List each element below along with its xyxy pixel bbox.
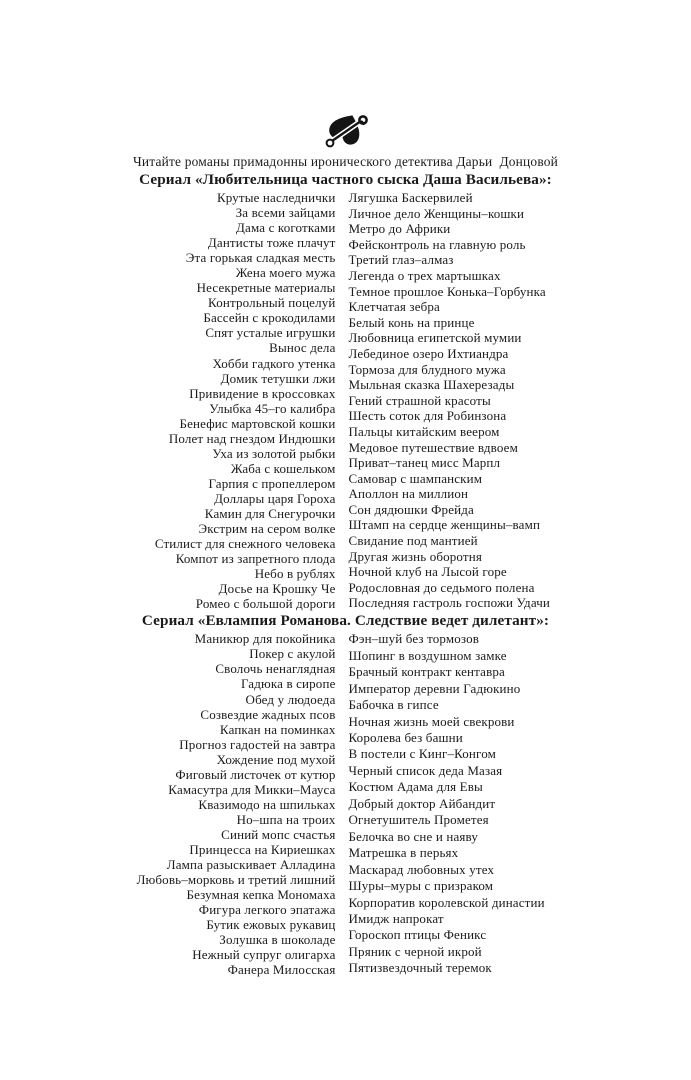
book-title: Матрешка в перьях [348,845,459,861]
book-title: Пальцы китайским веером [348,423,500,439]
book-title: Бабочка в гипсе [348,697,439,713]
book-title: Золушка в шоколаде [219,932,336,948]
book-title: Привидение в кроссовках [189,385,336,401]
series-1-columns [60,190,632,611]
book-title: Клетчатая зебра [348,299,440,315]
book-title: Королева без башни [348,730,463,746]
book-title: Шесть соток для Робинзона [348,408,507,424]
heart-safety-pin-icon [320,108,372,152]
book-title: Белый конь на принце [348,314,475,330]
column-gutter [336,190,349,611]
book-title: Штамп на сердце женщины–вамп [348,517,541,533]
book-title: Лебединое озеро Ихтиандра [348,345,509,361]
book-title: Приват–танец мисс Марпл [348,455,501,471]
book-title: Легенда о трех мартышках [348,267,501,283]
book-title: Третий глаз–алмаз [348,252,454,268]
book-title: Шуры–муры с призраком [348,878,494,894]
book-title: Костюм Адама для Евы [348,779,483,795]
book-title: Темное прошлое Конька–Горбунка [348,283,546,299]
book-title: Бассейн с крокодилами [203,310,336,326]
book-title: Ночной клуб на Лысой горе [348,564,507,580]
book-title: Сволочь ненаглядная [215,661,336,677]
book-title: Покер с акулой [249,646,336,662]
book-title: Досье на Крошку Че [218,581,336,597]
column-gutter [336,631,349,977]
book-title: Метро до Африки [348,221,451,237]
book-title: Свидание под мантией [348,533,478,549]
series-2-columns [60,631,632,977]
book-title: Сон дядюшки Фрейда [348,501,474,517]
book-title: Любовь–морковь и третий лишний [136,872,336,888]
book-title: Камин для Снегурочки [204,505,336,521]
series-title: Сериал «Любительница частного сыска Даша Васильева»: [139,171,552,188]
book-title: Другая жизнь оборотня [348,548,482,564]
book-title: Прогноз гадостей на завтра [179,736,336,752]
book-title: Император деревни Гадюкино [348,680,521,696]
book-title: Гадюка в сиропе [240,676,336,692]
book-title: Огнетушитель Прометея [348,812,489,828]
book-title: Принцесса на Кириешках [189,841,336,857]
book-title: Фигура легкого эпатажа [198,902,336,918]
book-title: Последняя гастроль госпожи Удачи [348,595,551,611]
book-title: Улыбка 45–го калибра [209,400,336,416]
book-title: Маскарад любовных утех [348,861,495,877]
series-2-right-column [349,631,632,977]
book-title: Компот из запретного плода [175,551,336,567]
book-title: Фейсконтроль на главную роль [348,236,526,252]
series-2-left-column [60,631,336,977]
book-title: Ночная жизнь моей свекрови [348,713,515,729]
book-title: Хобби гадкого утенка [212,355,336,371]
publisher-logo [0,108,691,152]
intro-line: Читайте романы примадонны иронического детектива Дарьи Донцовой [132,154,559,169]
book-title: В постели с Кинг–Конгом [348,746,496,762]
book-title: Жаба с кошельком [230,460,336,476]
book-title: Фанера Милосская [227,962,336,978]
series-title: Сериал «Евлампия Романова. Следствие ведет дилетант»: [141,612,550,630]
book-title: Жена моего мужа [235,265,336,281]
book-title: Брачный контракт кентавра [348,664,505,680]
book-title: Лампа разыскивает Алладина [166,857,336,873]
book-title: Нежный супруг олигарха [192,947,336,963]
book-title: Стилист для снежного человека [154,536,336,552]
book-title: Несекретные материалы [196,280,336,296]
book-title: Уха из золотой рыбки [212,445,336,461]
book-title: Тормоза для блудного мужа [348,361,506,377]
book-title: Спят усталые игрушки [205,325,336,341]
book-title: Созвездие жадных псов [200,706,336,722]
book-title: Капкан на поминках [219,721,336,737]
book-title: Аполлон на миллион [348,486,469,502]
book-title: Корпоратив королевской династии [348,894,545,910]
book-title: Бенефис мартовской кошки [179,415,336,431]
book-title: За всеми зайцами [235,205,336,221]
book-title: Дама с коготками [236,220,336,236]
book-title: Родословная до седьмого полена [348,579,535,595]
book-title: Хождение под мухой [216,751,336,767]
book-title: Самовар с шампанским [348,470,483,486]
book-title: Фиговый листочек от кутюр [175,766,336,782]
series-1-right-column [349,190,632,611]
book-title: Экстрим на сером волке [198,521,336,537]
book-title: Пряник с черной икрой [348,943,482,959]
book-title: Гороскоп птицы Феникс [348,927,487,943]
book-title: Полет над гнездом Индюшки [168,430,336,446]
series-1-left-column [60,190,336,611]
book-title: Эта горькая сладкая месть [185,250,336,266]
book-title: Обед у людоеда [245,691,336,707]
book-title: Черный список деда Мазая [348,762,503,778]
book-title: Гений страшной красоты [348,392,491,408]
series-block-dasha-vasilyeva [0,171,691,611]
book-title: Мыльная сказка Шахерезады [348,377,515,393]
book-title: Но–шпа на троих [236,811,336,827]
book-title: Фэн–шуй без тормозов [348,631,480,647]
book-title: Лягушка Баскервилей [348,190,473,205]
book-title: Безумная кепка Мономаха [186,887,336,903]
book-title: Дантисты тоже плачут [207,235,336,251]
book-title: Крутые наследнички [216,190,336,205]
series-block-evlampia-romanova [0,612,691,977]
book-title: Медовое путешествие вдвоем [348,439,518,455]
book-title: Имидж напрокат [348,911,444,927]
book-title: Квазимодо на шпильках [198,796,336,812]
book-title: Личное дело Женщины–кошки [348,205,525,221]
book-title: Ромео с большой дороги [195,596,336,612]
book-title: Бутик ежовых рукавиц [206,917,336,933]
book-title: Камасутра для Микки–Мауса [168,781,336,797]
book-title: Маникюр для покойника [194,631,336,647]
book-title: Контрольный поцелуй [208,295,336,311]
book-title: Добрый доктор Айбандит [348,795,496,811]
book-title: Домик тетушки лжи [220,370,336,386]
book-title: Пятизвездочный теремок [348,960,492,976]
book-title: Любовница египетской мумии [348,330,522,346]
book-title: Белочка во сне и наяву [348,828,479,844]
book-title: Вынос дела [269,340,336,356]
book-title: Шопинг в воздушном замке [348,647,507,663]
book-title: Гарпия с пропеллером [208,475,336,491]
book-title: Синий мопс счастья [221,826,336,842]
book-title: Небо в рублях [254,566,336,582]
book-title: Доллары царя Гороха [214,490,336,506]
